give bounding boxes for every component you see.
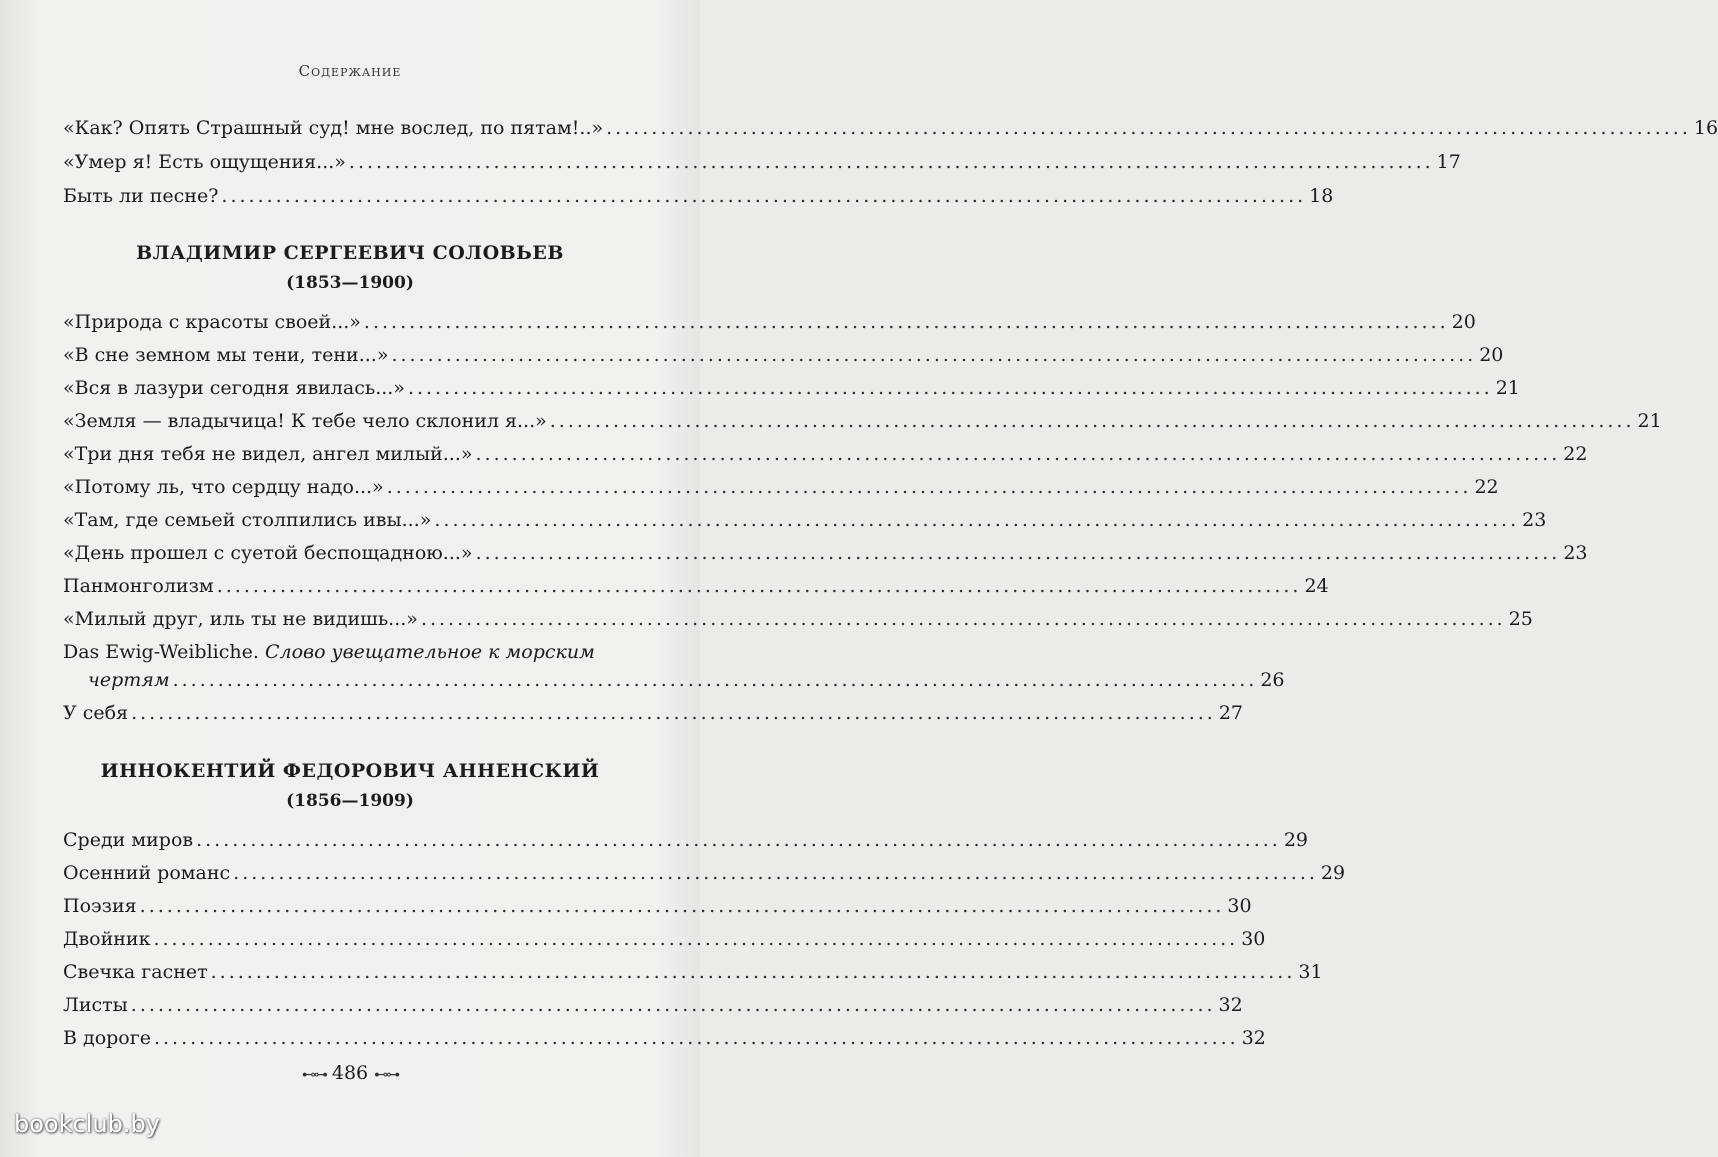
toc-entry-page: 16: [1693, 117, 1718, 139]
leader-dots: ........................................................................................................................: [420, 608, 1506, 630]
toc-entry: [63, 894, 1252, 918]
leader-dots: ........................................................................................................................: [153, 1027, 1239, 1049]
leader-dots: ........................................................................................................................: [172, 669, 1258, 691]
toc-entry-page: 30: [1227, 895, 1252, 917]
toc-entry: [63, 508, 1547, 532]
toc-entry-title: В дороге: [63, 1027, 151, 1049]
watermark: bookclub.by: [14, 1110, 160, 1138]
toc-entry-page: 22: [1563, 443, 1588, 465]
leader-dots: ........................................................................................................................: [233, 862, 1318, 884]
toc-entry-page: 27: [1218, 702, 1244, 724]
toc-entry: [63, 993, 1243, 1017]
toc-entry-title: «Как? Опять Страшный суд! мне вослед, по пятам!..»: [63, 117, 604, 139]
toc-entry-title-regular: Das Ewig-Weibliche.: [63, 641, 259, 663]
toc-entry-page: 21: [1495, 377, 1520, 399]
ornament-left-icon: ⊷⊶: [301, 1067, 326, 1083]
toc-entry: [63, 927, 1266, 951]
toc-entry-page: 17: [1436, 151, 1461, 173]
leader-dots: ........................................................................................................................: [407, 377, 1493, 399]
page-number: [0, 1062, 700, 1084]
toc-entry: [63, 150, 1461, 174]
toc-entry-page: 30: [1241, 928, 1266, 950]
toc-entry-title: «Умер я! Есть ощущения...»: [63, 151, 346, 173]
ornament-right-icon: ⊷⊶: [374, 1067, 399, 1083]
leader-dots: ........................................................................................................................: [549, 410, 1635, 432]
toc-entry-title: «Потому ль, что сердцу надо...»: [63, 476, 384, 498]
section-author: ИННОКЕНТИЙ ФЕДОРОВИЧ АННЕНСКИЙ: [100, 760, 600, 782]
toc-entry: [63, 116, 1718, 140]
leader-dots: ........................................................................................................................: [216, 575, 1302, 597]
toc-entry-page: 24: [1304, 575, 1329, 597]
leader-dots: ........................................................................................................................: [434, 509, 1520, 531]
toc-entry-title: Поэзия: [63, 895, 137, 917]
leader-dots: ........................................................................................................................: [606, 117, 1691, 139]
toc-entry-title: «Земля — владычица! К тебе чело склонил я...»: [63, 410, 547, 432]
leader-dots: ........................................................................................................................: [475, 542, 1561, 564]
leader-dots: ........................................................................................................................: [475, 443, 1561, 465]
leader-dots: ........................................................................................................................: [210, 961, 1296, 983]
toc-entry: [63, 541, 1588, 565]
toc-entry-title: Свечка гаснет: [63, 961, 208, 983]
toc-entry-page: 20: [1479, 344, 1504, 366]
leader-dots: ........................................................................................................................: [139, 895, 1225, 917]
toc-entry-subtitle: Слово увещательное к морским: [264, 641, 595, 663]
toc-entry: [63, 861, 1346, 885]
toc-entry-title: «Три дня тебя не видел, ангел милый...»: [63, 443, 473, 465]
toc-entry-title: «Природа с красоты своей...»: [63, 311, 361, 333]
section-author: ВЛАДИМИР СЕРГЕЕВИЧ СОЛОВЬЕВ: [136, 242, 564, 264]
toc-entry: [63, 310, 1476, 334]
toc-entry-page: 21: [1637, 410, 1662, 432]
toc-entry: [63, 607, 1533, 631]
toc-entry-title: «Милый друг, иль ты не видишь...»: [63, 608, 418, 630]
toc-entry: [63, 960, 1323, 984]
toc-entry-title: Листы: [63, 994, 128, 1016]
toc-entry: [63, 343, 1504, 367]
toc-entry-page: 23: [1522, 509, 1547, 531]
toc-entry-page: 18: [1309, 185, 1334, 207]
leader-dots: ........................................................................................................................: [348, 151, 1434, 173]
leader-dots: ........................................................................................................................: [196, 829, 1281, 851]
toc-entry-page: 31: [1298, 961, 1323, 983]
toc-entry-title: У себя: [63, 702, 129, 724]
toc-entry-page: 32: [1241, 1027, 1266, 1049]
toc-entry-first-line: [63, 640, 651, 664]
toc-entry-title: «День прошел с суетой беспощадною...»: [63, 542, 473, 564]
toc-entry-title: «Там, где семьей столпились ивы...»: [63, 509, 432, 531]
toc-entry-subtitle-continued: чертям: [88, 669, 170, 691]
toc-entry: [63, 442, 1588, 466]
running-head: Содержание: [298, 62, 402, 80]
toc-entry-title: Быть ли песне?: [63, 185, 219, 207]
toc-entry-page: 29: [1283, 829, 1309, 851]
toc-entry-title: Двойник: [63, 928, 151, 950]
toc-entry-title: «Вся в лазури сегодня явилась...»: [63, 377, 405, 399]
toc-entry-title: «В сне земном мы тени, тени...»: [63, 344, 389, 366]
toc-entry: [63, 701, 1244, 725]
toc-entry-page: 20: [1451, 311, 1476, 333]
leader-dots: ........................................................................................................................: [391, 344, 1477, 366]
page-number-value: 486: [331, 1062, 369, 1084]
leader-dots: ........................................................................................................................: [153, 928, 1239, 950]
toc-entry-page: 22: [1474, 476, 1499, 498]
toc-entry-page: 26: [1260, 669, 1285, 691]
toc-entry: [63, 828, 1309, 852]
toc-entry-title: Панмонголизм: [63, 575, 214, 597]
toc-entry-page: 25: [1508, 608, 1533, 630]
toc-entry: [63, 574, 1329, 598]
section-dates: (1853—1900): [286, 273, 414, 293]
leader-dots: ........................................................................................................................: [130, 994, 1216, 1016]
toc-entry: [63, 184, 1334, 208]
toc-entry: [63, 409, 1662, 433]
toc-entry-page: 29: [1320, 862, 1346, 884]
leader-dots: ........................................................................................................................: [386, 476, 1472, 498]
toc-entry-title: Осенний романс: [63, 862, 231, 884]
leader-dots: ........................................................................................................................: [131, 702, 1216, 724]
toc-entry-page: 32: [1218, 994, 1243, 1016]
toc-entry: [63, 376, 1520, 400]
toc-entry: [88, 668, 1285, 692]
toc-entry: [63, 1026, 1266, 1050]
section-dates: (1856—1909): [286, 791, 414, 811]
leader-dots: ........................................................................................................................: [221, 185, 1307, 207]
leader-dots: ........................................................................................................................: [363, 311, 1449, 333]
toc-entry-title: Среди миров: [63, 829, 194, 851]
toc-entry: [63, 475, 1499, 499]
toc-entry-page: 23: [1563, 542, 1588, 564]
